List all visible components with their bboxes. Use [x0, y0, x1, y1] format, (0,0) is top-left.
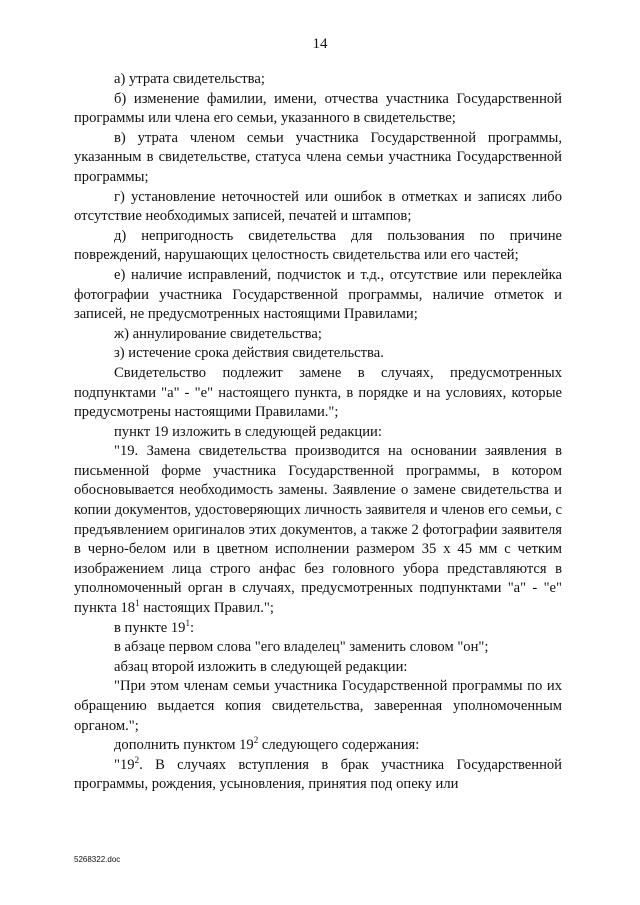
point-19-2-body: В случаях вступления в брак участника Государственной программы, рождения, усыновления, принятия под опеку или — [74, 756, 562, 793]
paragraph-item-v: в) утрата членом семьи участника Государственной программы, указанным в свидетельстве, статуса члена семьи участника Государственной программы; — [74, 129, 562, 185]
paragraph-add-point-19-2 — [74, 736, 562, 756]
page-number: 14 — [312, 36, 328, 52]
superscript: 2 — [253, 735, 259, 746]
add-point-tail: следующего содержания: — [258, 737, 420, 754]
superscript: 2 — [134, 754, 140, 765]
paragraph-item-e: е) наличие исправлений, подчисток и т.д., отсутствие или переклейка фотографии участника Государственной программы, наличие отметок и записей, не предусмотренных настоящими Правилами; — [74, 266, 562, 323]
paragraph-item-d: д) непригодность свидетельства для пользования по причине повреждений, нарушающих целостность свидетельства или его частей; — [74, 227, 562, 264]
paragraph-instruction-point-19: пункт 19 изложить в следующей редакции: — [114, 423, 382, 440]
paragraph-replacement-cases: Свидетельство подлежит замене в случаях, предусмотренных подпунктами "а" - "е" настоящего пункта, в порядке и на условиях, которые предусмотрены настоящими Правилами."; — [74, 364, 562, 421]
paragraph-item-a: а) утрата свидетельства; — [114, 71, 265, 87]
superscript: 1 — [185, 617, 190, 628]
add-point-text: дополнить пунктом 19 — [114, 737, 254, 754]
paragraph-item-z: з) истечение срока действия свидетельства. — [114, 345, 384, 362]
document-footer-filename: 5268322.doc — [74, 855, 121, 864]
paragraph-in-point-19-1 — [74, 619, 562, 639]
point-19-tail: настоящих Правил."; — [139, 600, 274, 617]
paragraph-item-zh: ж) аннулирование свидетельства; — [114, 325, 322, 342]
point-19-2-dot: . — [139, 756, 143, 773]
in-point-tail: : — [189, 619, 195, 636]
paragraph-second-abzac-instruction: абзац второй изложить в следующей редакции: — [114, 658, 408, 675]
document-body — [74, 70, 562, 795]
point-19-2-number: "19 — [114, 756, 135, 773]
paragraph-item-b: б) изменение фамилии, имени, отчества участника Государственной программы или члена его семьи, указанного в свидетельстве; — [74, 90, 562, 127]
point-19-text: "19. Замена свидетельства производится на основании заявления в письменной форме участника Государственной программы, в котором обосновывается необходимость замены. Заявление о замене свидетельства и копии документов, удостоверяющих личность заявителя и членов его семьи, с предъявлением оригиналов этих документов, а также 2 фотографии заявителя в черно-белом или в цветном исполнении размером 35 х 45 мм с четким изображением лица строго анфас без головного убора представляются в уполномоченный орган в случаях, предусмотренных подпунктами "а" - "е" пункта 18 — [74, 443, 562, 617]
paragraph-item-g: г) установление неточностей или ошибок в отметках и записях либо отсутствие необходимых записей, печатей и штампов; — [74, 188, 562, 225]
paragraph-first-abzac: в абзаце первом слова "его владелец" заменить словом "он"; — [114, 639, 489, 656]
paragraph-second-abzac-text: "При этом членам семьи участника Государственной программы по их обращению выдается копия свидетельства, заверенная уполномоченным органом."; — [74, 678, 562, 734]
in-point-text: в пункте 19 — [114, 619, 186, 636]
paragraph-point-19-2-text — [74, 756, 562, 795]
paragraph-point-19-text — [74, 442, 562, 618]
superscript: 1 — [135, 598, 140, 609]
